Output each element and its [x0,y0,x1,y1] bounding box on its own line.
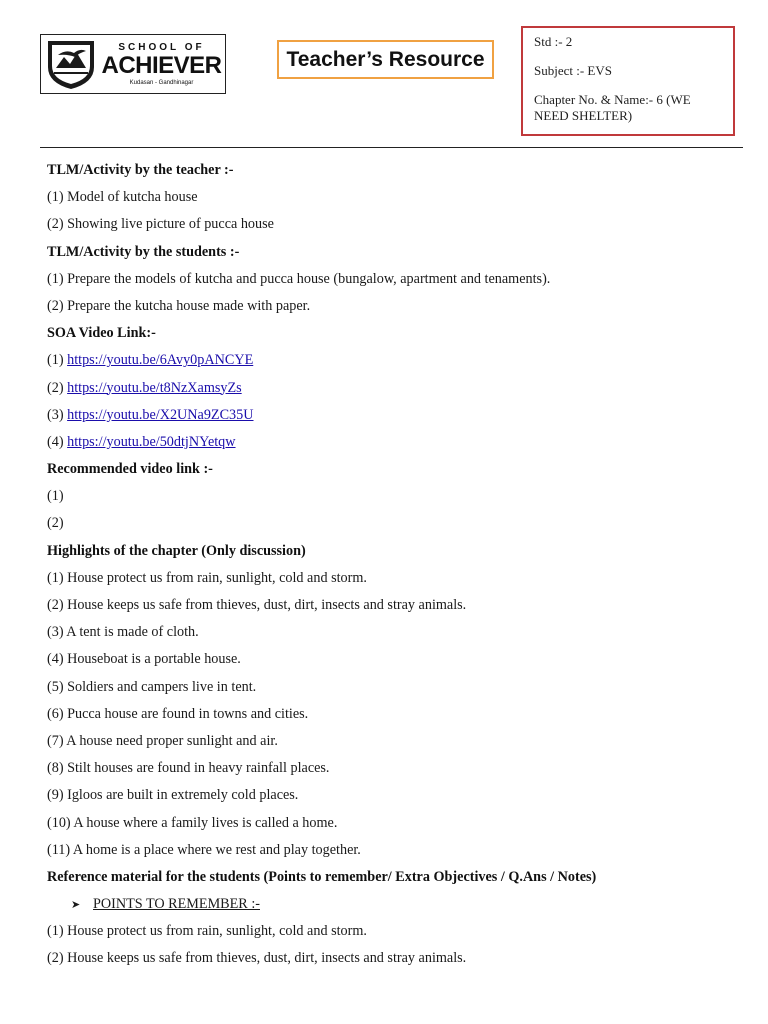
list-item: (2) House keeps us safe from thieves, dust, dirt, insects and stray animals. [47,950,467,967]
list-item: (3) A tent is made of cloth. [47,624,199,641]
list-item: (8) Stilt houses are found in heavy rainfall places. [47,760,330,777]
subject-label: Subject :- EVS [534,63,612,78]
link-number: (1) [47,352,68,369]
reference-material-heading: Reference material for the students (Points to remember/ Extra Objectives / Q.Ans / Notes) [47,868,597,885]
points-to-remember-label: POINTS TO REMEMBER :- [93,896,260,913]
list-item: (10) A house where a family lives is called a home. [47,814,338,831]
list-item: (2) Prepare the kutcha house made with paper. [47,297,311,314]
link-row [47,347,747,374]
teacher-activity-heading: TLM/Activity by the teacher :- [47,162,234,178]
highlights-heading: Highlights of the chapter (Only discussion) [47,542,306,559]
logo-achiever: ACHIEVER [101,51,222,79]
class-info-box [521,26,735,136]
list-item: (9) Igloos are built in extremely cold places. [47,787,299,804]
soa-video-heading: SOA Video Link:- [47,325,156,342]
link-number: (3) [47,406,68,423]
list-item: (6) Pucca house are found in towns and cities. [47,705,309,722]
student-activity-heading: TLM/Activity by the students :- [47,243,240,260]
logo-school-of: SCHOOL OF [118,41,205,53]
arrow-bullet-icon: ➤ [71,898,81,912]
points-to-remember-bullet [47,891,747,918]
list-item: (2) House keeps us safe from thieves, dust, dirt, insects and stray animals. [47,597,467,613]
video-link[interactable]: https://youtu.be/6Avy0pANCYE [67,352,254,369]
list-item: (5) Soldiers and campers live in tent. [47,678,257,695]
video-link[interactable]: https://youtu.be/X2UNa9ZC35U [67,406,254,423]
link-number: (4) [47,433,68,450]
link-row [47,375,747,402]
list-item: (1) Model of kutcha house [47,189,198,206]
chapter-label: Chapter No. & Name:- 6 (WE NEED SHELTER) [534,92,691,123]
school-emblem-icon [44,37,98,91]
document-body [47,157,747,973]
list-item: (1) Prepare the models of kutcha and pucca house (bungalow, apartment and tenaments). [47,270,551,287]
video-link[interactable]: https://youtu.be/t8NzXamsyZs [67,379,242,396]
link-number: (2) [47,379,68,396]
std-label: Std :- 2 [534,34,573,49]
logo-location: Kudasan - Gandhinagar [129,79,194,86]
list-item: (1) House protect us from rain, sunlight, cold and storm. [47,923,367,940]
recommended-video-heading: Recommended video link :- [47,461,213,478]
list-item: (11) A home is a place where we rest and play together. [47,841,361,858]
list-item: (2) Showing live picture of pucca house [47,216,274,233]
link-row [47,402,747,429]
link-row [47,429,747,456]
list-item: (1) [47,488,64,505]
list-item: (1) House protect us from rain, sunlight, cold and storm. [47,569,367,586]
list-item: (4) Houseboat is a portable house. [47,651,241,668]
video-link[interactable]: https://youtu.be/50dtjNYetqw [67,433,236,450]
school-logo [40,34,226,94]
header-divider [40,147,743,148]
page-title: Teacher’s Resource [277,40,494,79]
list-item: (7) A house need proper sunlight and air. [47,732,278,749]
list-item: (2) [47,515,64,532]
